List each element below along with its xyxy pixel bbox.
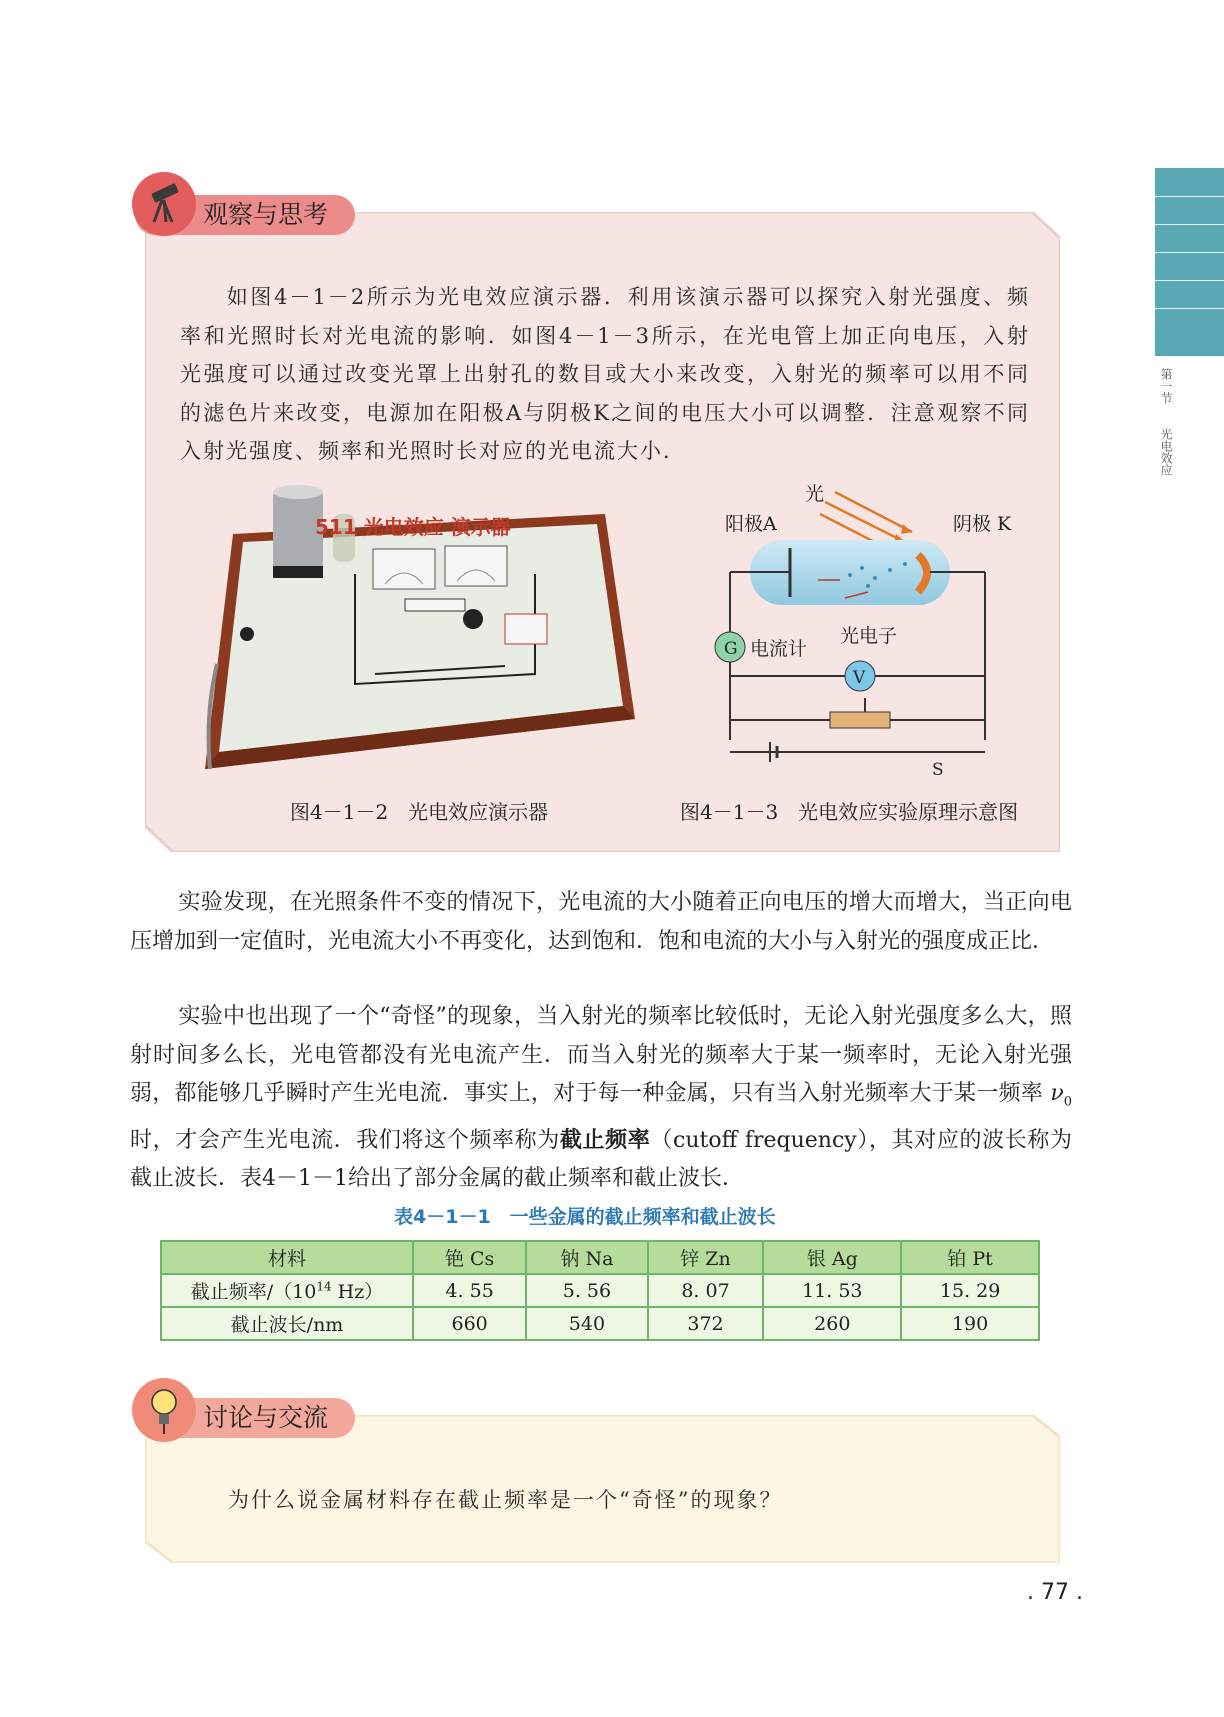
discuss-header: 讨论与交流 (135, 1398, 355, 1438)
table-row: 截止波长/nm 660 540 372 260 190 (161, 1307, 1039, 1340)
figure-caption-4-1-3: 图4－1－3 光电效应实验原理示意图 (680, 800, 1019, 824)
body-paragraph-1: 实验发现，在光照条件不变的情况下，光电流的大小随着正向电压的增大而增大，当正向电压增加到一定值时，光电流大小不再变化，达到饱和．饱和电流的大小与入射光的强度成正比． (130, 890, 1072, 954)
body-paragraph-2: 实验中也出现了一个“奇怪”的现象，当入射光的频率比较低时，无论入射光强度多么大，照射时间多么长，光电管都没有光电流产生．而当入射光的频率大于某一频率时，无论入射光强弱，都能够几乎瞬时产生光电流．事实上，对于每一种金属，只有当入射光频率大于某一频率 $\nu_0$时，才会产生光电流．我们将这个频率称为截止频率（cutoff frequency），其对应的波长称为截止波长．表4－1－1给出了部分金属的截止频率和截止波长． (130, 1004, 1072, 1192)
photoelectron-label: 光电子 (840, 625, 898, 647)
telescope-icon (132, 172, 196, 236)
demonstrator-photo (205, 484, 635, 774)
table-title: 表4－1－1 一些金属的截止频率和截止波长 (394, 1206, 776, 1228)
observe-paragraph: 如图4－1－2所示为光电效应演示器．利用该演示器可以探究入射光强度、频率和光照时长对光电流的影响．如图4－1－3所示，在光电管上加正向电压，入射光强度可以通过改变光罩上出射孔的数目或大小来改变，入射光的频率可以用不同的滤色片来改变，电源加在阳极A与阴极K之间的电压大小可以调整．注意观察不同入射光强度、频率和光照时长对应的光电流大小． (180, 285, 1030, 463)
switch-label: S (932, 760, 944, 780)
photoelectric-schematic (700, 480, 1030, 780)
demonstrator-label: 511 光电效应 演示器 (315, 515, 511, 539)
table-header-row: 材料 铯 Cs 钠 Na 锌 Zn 银 Ag 铂 Pt (161, 1241, 1039, 1274)
lightbulb-icon (132, 1378, 196, 1442)
figure-caption-4-1-2: 图4－1－2 光电效应演示器 (290, 800, 549, 824)
cutoff-frequency-term: 截止频率 (559, 1127, 651, 1153)
cathode-label: 阴极 K (953, 513, 1012, 535)
page-number: . 77 . (1027, 1580, 1083, 1605)
discuss-question: 为什么说金属材料存在截止频率是一个“奇怪”的现象？ (228, 1488, 783, 1512)
sidebar-section: 光电效应 (1159, 428, 1173, 476)
sidebar-chapter: 第一节 (1159, 368, 1173, 404)
cutoff-table (160, 1240, 1040, 1341)
voltmeter-symbol: V (853, 668, 866, 688)
galvanometer-label: 电流计 (750, 638, 808, 660)
light-label: 光 (805, 483, 825, 505)
anode-label: 阳极A (725, 513, 777, 535)
table-row: 截止频率$/(10^{14}$ Hz） 4. 55 5. 56 8. 07 11. 53 15. 29 (161, 1274, 1039, 1307)
observe-header: 观察与思考 (135, 195, 355, 235)
chapter-tabs (1155, 168, 1224, 356)
galvanometer-symbol: G (724, 639, 738, 659)
